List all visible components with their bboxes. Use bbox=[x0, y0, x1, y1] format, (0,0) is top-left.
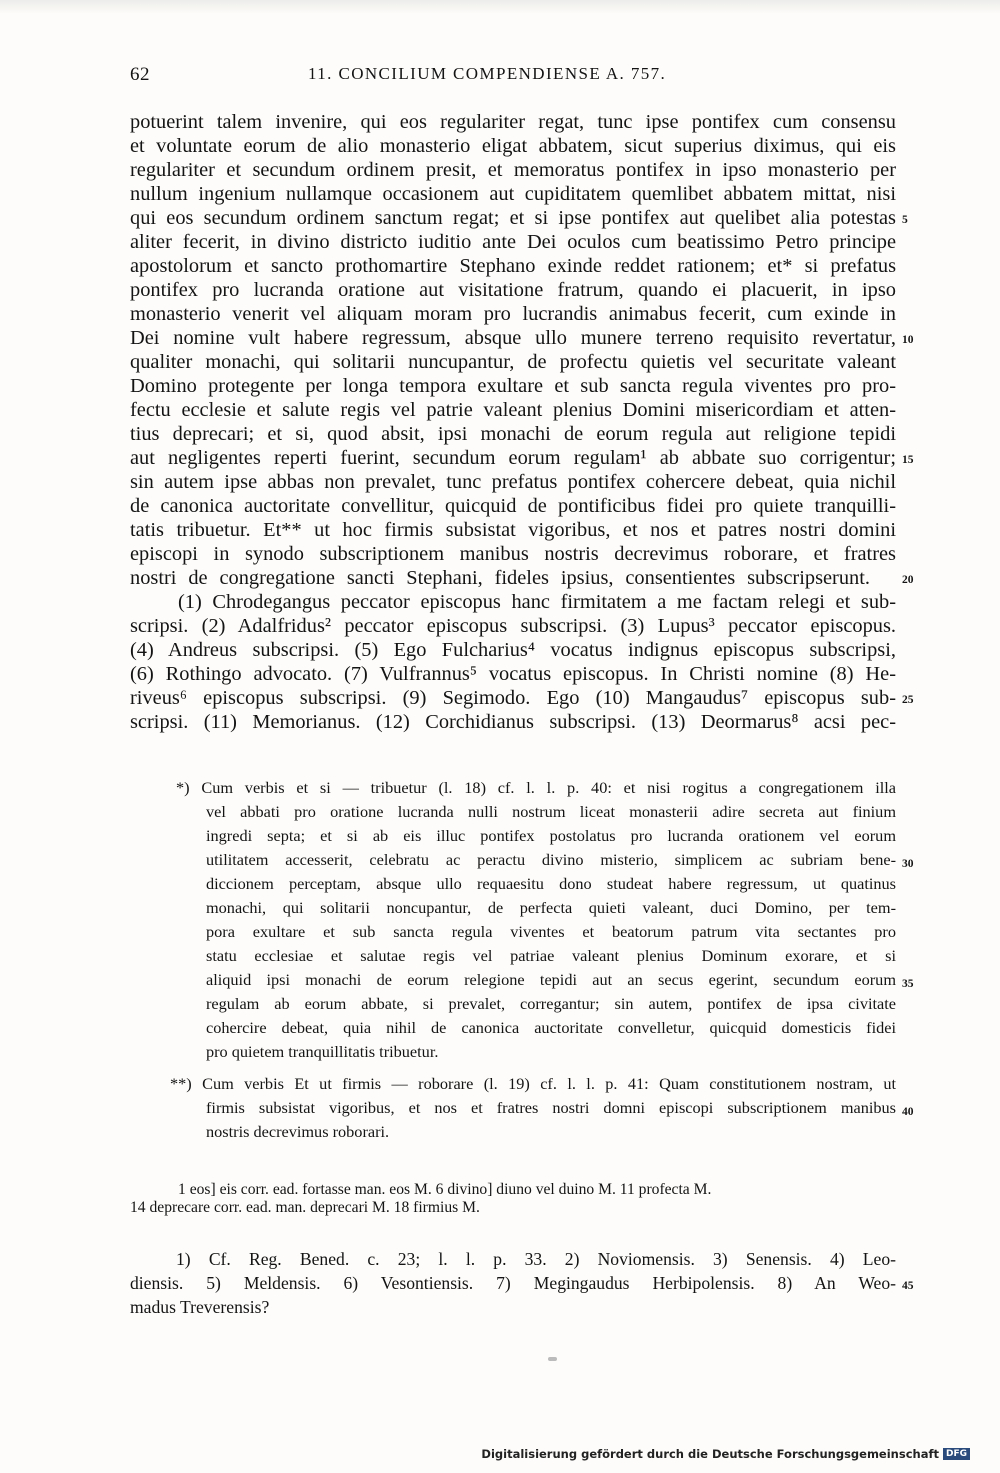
line-number: 15 bbox=[902, 454, 914, 466]
main-line: scripsi. (2) Adalfridus² peccator episcopus subscripsi. (3) Lupus³ peccator episcopus. bbox=[130, 615, 896, 637]
main-line: (1) Chrodegangus peccator episcopus hanc firmitatem a me factam relegi et sub- bbox=[178, 591, 896, 613]
digitization-notice bbox=[481, 1447, 970, 1461]
footnote-line: monachi, qui solitarii noncupantur, de perfecta quieti valeant, duci Domino, per tem- bbox=[206, 898, 896, 917]
line-number: 20 bbox=[902, 574, 914, 586]
main-line: qualiter monachi, qui solitarii nuncupantur, de profectu quietis vel securitate valeant bbox=[130, 351, 896, 373]
main-line: (6) Rothingo advocato. (7) Vulfrannus⁵ vocatus episcopus. In Christi nomine (8) He- bbox=[130, 663, 896, 685]
page-number: 62 bbox=[130, 64, 150, 85]
main-line: riveus⁶ episcopus subscripsi. (9) Segimodo. Ego (10) Mangaudus⁷ episcopus sub- bbox=[130, 687, 896, 709]
main-line: monasterio venerit vel aliquam moram pro lucrandis animabus fecerit, cum exinde in bbox=[130, 303, 896, 325]
note-line: madus Treverensis? bbox=[130, 1297, 270, 1317]
main-line: apostolorum et sancto prothomartire Stephano exinde reddet rationem; et* si prefatus bbox=[130, 255, 896, 277]
footnote-line: ingredi septa; et si ab eis illuc pontifex postolatus pro lucranda orationem vel eorum bbox=[206, 826, 896, 845]
main-line: nostri de congregatione sancti Stephani, fideles ipsius, consentientes subscripserunt. bbox=[130, 567, 870, 589]
line-number: 25 bbox=[902, 694, 914, 706]
footnote-line: utilitatem accesserit, celebratu ac peractu divino misterio, simplicem ac subriam bene- bbox=[206, 850, 896, 869]
dfg-logo: DFG bbox=[943, 1448, 970, 1460]
footnote-line: statu ecclesiae et salutae regis vel patriae valeant plenius Dominum exorare, et si bbox=[206, 946, 896, 965]
main-line: qui eos secundum ordinem sanctum regat; et si ipse pontifex aut quelibet alia potestas bbox=[130, 207, 896, 229]
page-header bbox=[130, 64, 896, 90]
footnote-line: nostris decrevimus roborari. bbox=[206, 1122, 390, 1141]
line-number: 5 bbox=[902, 214, 908, 226]
main-line: tatis tribuetur. Et** ut hoc firmis subsistat vigoribus, et nos et patres nostri domini bbox=[130, 519, 896, 541]
line-number: 35 bbox=[902, 978, 914, 990]
footnote-line: *) Cum verbis et si — tribuetur (l. 18) cf. l. l. p. 40: et nisi rogitus a congregationem illa bbox=[176, 778, 896, 797]
main-line: de canonica auctoritate convellitur, quicquid de pontificibus fidei pro quiete tranquilli- bbox=[130, 495, 896, 517]
note-line: diensis. 5) Meldensis. 6) Vesontiensis. 7) Megingaudus Herbipolensis. 8) An Weo- bbox=[130, 1273, 896, 1293]
main-line: et voluntate eorum de alio monasterio eligat abbatem, sicut superius diximus, qui eis bbox=[130, 135, 896, 157]
line-number: 30 bbox=[902, 858, 914, 870]
main-line: scripsi. (11) Memorianus. (12) Corchidianus subscripsi. (13) Deormarus⁸ acsi pec- bbox=[130, 711, 896, 733]
notice-text: Digitalisierung gefördert durch die Deutsche Forschungsgemeinschaft bbox=[481, 1447, 939, 1461]
scan-speck bbox=[548, 1357, 557, 1361]
running-head: 11. CONCILIUM COMPENDIENSE A. 757. bbox=[308, 64, 667, 83]
footnote-line: vel abbati pro oratione lucranda nulli nostrum liceat monasterii adire secreta aut finium bbox=[206, 802, 896, 821]
apparatus-line: 14 deprecare corr. ead. man. deprecari M. 18 firmius M. bbox=[130, 1199, 480, 1216]
main-line: pontifex pro lucranda oratione aut visitatione fratrum, quando ei placuerit, in ipso bbox=[130, 279, 896, 301]
footnote-line: aliquid ipsi monachi de eorum relegione tepidi aut an secus egerint, secundum eorum bbox=[206, 970, 896, 989]
line-number: 45 bbox=[902, 1280, 914, 1292]
footnote-line: **) Cum verbis Et ut firmis — roborare (l. 19) cf. l. l. p. 41: Quam constitutionem nostram, ut bbox=[170, 1074, 896, 1093]
main-line: tius deprecari; et si, quod absit, ipsi monachi de eorum regula aut religione tepidi bbox=[130, 423, 896, 445]
main-line: regulariter et secundum ordinem presit, et memoratus pontifex in ipso monasterio per bbox=[130, 159, 896, 181]
main-line: sin autem ipse abbas non prevalet, tunc prefatus pontifex cohercere debeat, quia nichil bbox=[130, 471, 896, 493]
scan-top-band bbox=[0, 0, 1000, 14]
footnote-line: pro quietem tranquillitatis tribuetur. bbox=[206, 1042, 439, 1061]
main-line: nullum ingenium nullamque occasionem aut cupiditatem quemlibet abbatem mittat, nisi bbox=[130, 183, 896, 205]
main-line: potuerint talem invenire, qui eos regulariter regat, tunc ipse pontifex cum consensu bbox=[130, 111, 896, 133]
footnote-line: pora exultare et sub sancta regula viventes et beatorum patrum vita sectantes pro bbox=[206, 922, 896, 941]
footnote-line: diccionem perceptam, absque ullo requaesitu dono studeat habere regressum, ut quatinus bbox=[206, 874, 896, 893]
main-line: episcopi in synodo subscriptionem manibus nostris decrevimus roborare, et fratres bbox=[130, 543, 896, 565]
line-number: 40 bbox=[902, 1106, 914, 1118]
note-line: 1) Cf. Reg. Bened. c. 23; l. l. p. 33. 2) Noviomensis. 3) Senensis. 4) Leo- bbox=[176, 1249, 896, 1269]
main-line: aut negligentes reperti fuerint, secundum eorum regulam¹ ab abbate suo corrigentur; bbox=[130, 447, 896, 469]
main-line: aliter fecerit, in divino districto iuditio ante Dei oculos cum beatissimo Petro principe bbox=[130, 231, 896, 253]
main-line: (4) Andreus subscripsi. (5) Ego Fulcharius⁴ vocatus indignus episcopus subscripsi, bbox=[130, 639, 896, 661]
apparatus-line: 1 eos] eis corr. ead. fortasse man. eos M. 6 divino] diuno vel duino M. 11 profecta M. bbox=[178, 1181, 712, 1198]
footnote-line: firmis subsistat vigoribus, et nos et fratres nostri domni episcopi subscriptionem manibus bbox=[206, 1098, 896, 1117]
footnote-line: regulam ab eorum abbate, si prevalet, corregantur; sin autem, pontifex de ipsa civitate bbox=[206, 994, 896, 1013]
main-line: Dei nomine vult habere regressum, absque ullo munere terreno requisito revertatur, bbox=[130, 327, 896, 349]
footnote-line: cohercire debeat, quia nihil de canonica auctoritate convelletur, quicquid domesticis fidei bbox=[206, 1018, 896, 1037]
main-line: Domino protegente per longa tempora exultare et sub sancta regula viventes pro pro- bbox=[130, 375, 896, 397]
main-line: fectu ecclesie et salute regis vel patrie valeant plenius Domini misericordiam et atten- bbox=[130, 399, 896, 421]
line-number: 10 bbox=[902, 334, 914, 346]
